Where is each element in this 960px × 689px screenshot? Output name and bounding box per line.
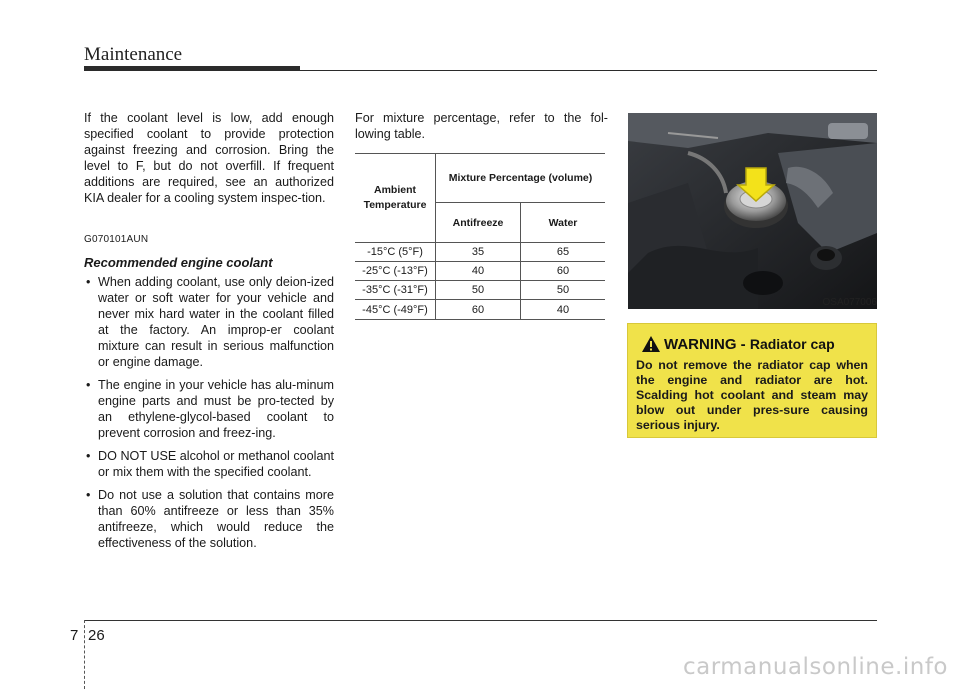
antifreeze-cell: 50: [436, 281, 521, 300]
list-item: • The engine in your vehicle has alu-minum engine parts and must be pro-tected by an ethylene-glycol-based coolant to prevent corrosion and freez-ing.: [84, 377, 334, 441]
warning-text: Do not remove the radiator cap when the engine and radiator are hot. Scalding hot coolant and steam may blow out under pres-sure causing serious injury.: [636, 358, 868, 432]
warning-subtitle: Radiator cap: [749, 336, 835, 352]
left-column: [84, 110, 334, 558]
engine-bay-illustration: [628, 113, 877, 309]
water-cell: 60: [521, 262, 606, 281]
water-cell: 40: [521, 300, 606, 320]
watermark: carmanualsonline.info: [682, 654, 948, 680]
footer-divider: [84, 620, 85, 689]
water-cell: 50: [521, 281, 606, 300]
engine-bay-photo: [628, 113, 877, 309]
temp-cell: -15°C (5°F): [355, 243, 436, 262]
warning-box: [627, 323, 877, 438]
section-code: G070101AUN: [84, 234, 149, 245]
antifreeze-cell: 40: [436, 262, 521, 281]
header-rule: [300, 70, 877, 71]
page-number: 26: [88, 627, 105, 644]
header-bar: [84, 66, 300, 71]
table-row: [355, 300, 605, 320]
antifreeze-cell: 35: [436, 243, 521, 262]
footer-rule: [84, 620, 877, 621]
bullet-list: [84, 274, 334, 551]
temp-cell: -45°C (-49°F): [355, 300, 436, 320]
intro-paragraph: If the coolant level is low, add enough specified coolant to provide protection against freezing and corrosion. Bring the level to F, but do not overfill. If frequent additions are required, see an authorized KIA dealer for a cooling system inspec-tion.: [84, 111, 334, 205]
mixture-table: [355, 153, 605, 320]
list-item: • Do not use a solution that contains more than 60% antifreeze or less than 35% antifreeze, which would reduce the effectiveness of the solution.: [84, 487, 334, 551]
ambient-header: Ambient Temperature: [355, 154, 436, 243]
list-item: • DO NOT USE alcohol or methanol coolant or mix them with the specified coolant.: [84, 448, 334, 480]
water-cell: 65: [521, 243, 606, 262]
list-item: • When adding coolant, use only deion-ized water or soft water for your vehicle and never mix hard water in the coolant filled at the factory. An improp-er coolant mixture can result in serious malfunction or engine damage.: [84, 274, 334, 370]
table-row: [355, 281, 605, 300]
subheading: Recommended engine coolant: [84, 255, 273, 270]
middle-column: [355, 110, 608, 142]
mixture-header: Mixture Percentage (volume): [436, 154, 606, 203]
temp-cell: -25°C (-13°F): [355, 262, 436, 281]
photo-code: OSA077006: [822, 297, 877, 308]
antifreeze-cell: 60: [436, 300, 521, 320]
page-header-title: Maintenance: [84, 44, 183, 65]
warning-icon: [642, 336, 660, 352]
section-number: 7: [70, 627, 79, 644]
table-row: [355, 243, 605, 262]
water-header: Water: [521, 203, 606, 243]
antifreeze-header: Antifreeze: [436, 203, 521, 243]
table-intro: For mixture percentage, refer to the fol-lowing table.: [355, 111, 608, 141]
warning-label: WARNING -: [664, 336, 750, 353]
warning-title: [664, 336, 835, 353]
temp-cell: -35°C (-31°F): [355, 281, 436, 300]
table-row: [355, 262, 605, 281]
